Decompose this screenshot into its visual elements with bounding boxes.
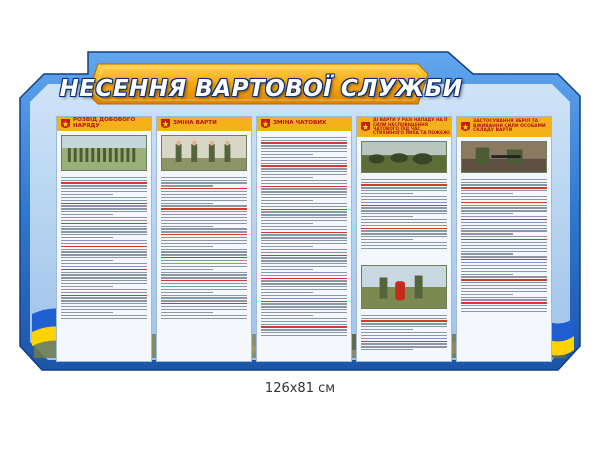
panel-body-text <box>161 175 247 320</box>
panel-heading <box>357 117 451 137</box>
panel-heading-text: РОЗВІД ДОБОВОГО НАРЯДУ <box>73 117 136 129</box>
panel-guard-change <box>156 116 252 362</box>
panel-body-text <box>361 177 447 251</box>
photo-extinguisher <box>361 265 447 309</box>
panel-heading <box>257 117 351 131</box>
coat-of-arms-icon <box>61 119 70 130</box>
coat-of-arms-icon <box>461 122 470 133</box>
panel-body-text-2 <box>361 313 447 352</box>
panel-heading <box>457 117 551 137</box>
panel-heading-text: ДІ ВАРТИ У РАЗІ НАПАДУ НА ЇЇ СИЛИ НЕСПОВІЩЕННЯ ЧАТОВОГО ПІД ЧАС СТИХІЙНОГО ЛИХА ТА ПОЖЕЖІ <box>373 117 450 136</box>
panel-heading-text: ЗМІНА ВАРТИ <box>173 120 217 127</box>
page-title: НЕСЕННЯ ВАРТОВОЇ СЛУЖБИ <box>59 76 463 102</box>
panel-body-text <box>61 175 147 320</box>
panel-weapons-use <box>456 116 552 362</box>
coat-of-arms-icon <box>361 122 370 133</box>
panel-body-text <box>261 135 347 338</box>
title-banner <box>59 64 463 114</box>
photo-guard-change <box>161 135 247 171</box>
panel-heading-text: ЗАСТОСУВАННЯ ЗБРОЇ ТА ВЖИВАННЯ СИЛИ ОСОБАМИ СКЛАДУ ВАРТИ <box>473 119 546 134</box>
panel-duty-briefing <box>56 116 152 362</box>
size-label: 126x81 см <box>264 381 336 396</box>
panel-heading <box>57 117 151 131</box>
panel-heading <box>157 117 251 131</box>
panel-body-text <box>461 177 547 314</box>
coat-of-arms-icon <box>261 119 270 130</box>
photo-formation <box>61 135 147 171</box>
panel-sentry-change <box>256 116 352 362</box>
panel-guard-actions <box>356 116 452 362</box>
coat-of-arms-icon <box>161 119 170 130</box>
stand-board <box>18 44 582 376</box>
panel-heading-text: ЗМІНА ЧАТОВИХ <box>273 120 327 127</box>
photo-weapon-handling <box>461 141 547 173</box>
photo-field-troops <box>361 141 447 173</box>
